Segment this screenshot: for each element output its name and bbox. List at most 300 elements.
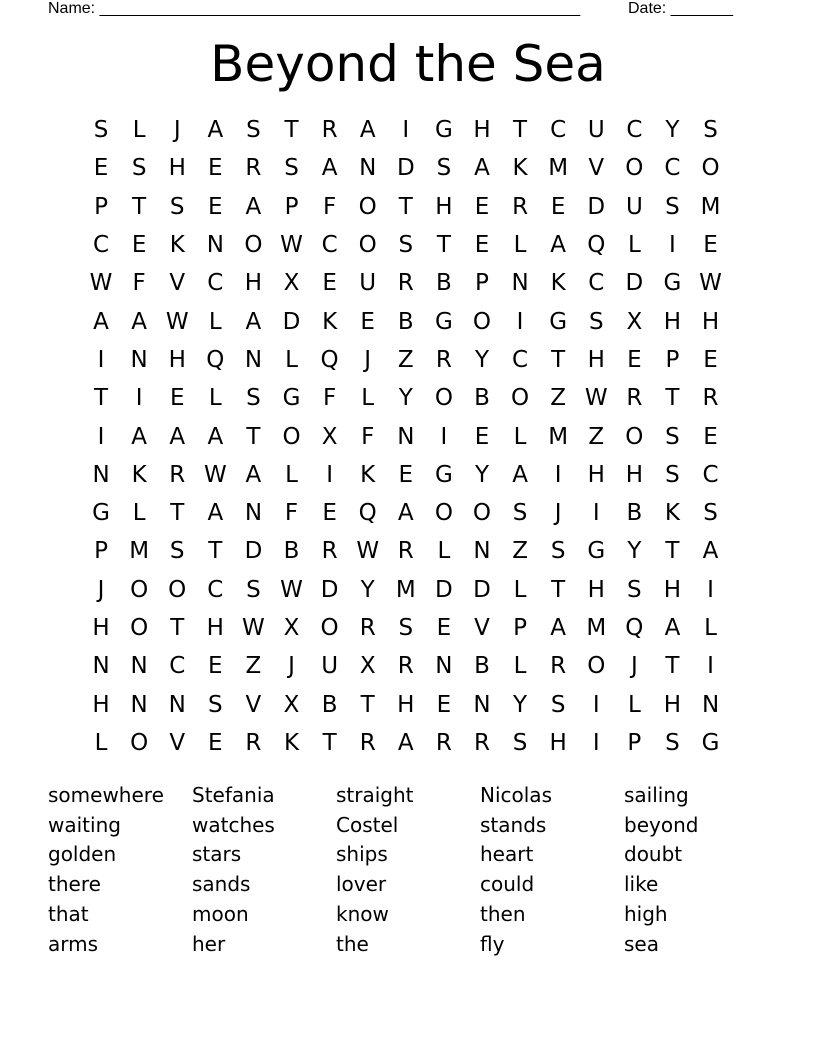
- grid-letter: A: [245, 308, 262, 335]
- grid-letter: K: [322, 308, 338, 335]
- grid-letter: N: [168, 691, 186, 718]
- grid-letter: L: [132, 500, 146, 527]
- grid-letter: Q: [320, 346, 339, 373]
- grid-letter: S: [665, 193, 680, 220]
- grid-letter: T: [436, 232, 451, 259]
- grid-letter: L: [285, 461, 298, 488]
- grid-row: [82, 379, 730, 417]
- grid-row: [82, 685, 730, 723]
- grid-letter: R: [397, 653, 414, 680]
- word-list-item: there: [48, 872, 101, 897]
- grid-letter: N: [435, 653, 453, 680]
- grid-letter: H: [701, 308, 720, 335]
- grid-row: [82, 341, 730, 379]
- grid-letter: O: [130, 615, 149, 641]
- grid-letter: H: [587, 576, 605, 603]
- grid-letter: N: [473, 538, 491, 565]
- grid-letter: E: [322, 270, 337, 297]
- grid-letter: M: [548, 423, 569, 450]
- grid-letter: P: [627, 729, 642, 756]
- grid-letter: O: [320, 615, 339, 641]
- grid-letter: C: [588, 270, 605, 297]
- grid-letter: W: [203, 461, 227, 488]
- grid-letter: B: [397, 308, 414, 335]
- grid-letter: I: [440, 423, 448, 450]
- grid-letter: W: [356, 538, 380, 565]
- word-list-item: could: [480, 872, 535, 897]
- grid-letter: R: [435, 346, 452, 373]
- word-list-item: that: [48, 902, 89, 927]
- grid-letter: C: [321, 232, 338, 259]
- grid-letter: R: [435, 729, 452, 756]
- grid-letter: Z: [397, 346, 414, 373]
- grid-letter: L: [361, 385, 375, 412]
- grid-letter: A: [131, 308, 147, 335]
- grid-letter: A: [550, 615, 567, 641]
- grid-letter: O: [472, 500, 492, 527]
- grid-letter: V: [169, 729, 186, 756]
- grid-letter: K: [550, 270, 566, 297]
- grid-letter: C: [702, 461, 719, 488]
- grid-letter: I: [402, 117, 410, 144]
- word-list-item: Nicolas: [480, 782, 552, 807]
- grid-letter: P: [94, 538, 108, 565]
- word-list-item: moon: [192, 902, 249, 927]
- grid-letter: S: [665, 729, 680, 756]
- word-list-item: heart: [480, 842, 534, 867]
- grid-letter: T: [398, 193, 413, 220]
- grid-letter: S: [550, 538, 566, 565]
- grid-row: [82, 647, 730, 685]
- grid-row: [82, 149, 730, 187]
- grid-letter: U: [321, 653, 339, 680]
- word-list-item: ships: [336, 842, 388, 867]
- grid-letter: G: [434, 461, 453, 488]
- grid-letter: M: [586, 615, 607, 641]
- grid-letter: S: [284, 155, 299, 182]
- grid-letter: G: [701, 729, 720, 756]
- grid-letter: S: [169, 538, 185, 565]
- grid-letter: B: [436, 270, 452, 297]
- grid-letter: H: [549, 729, 567, 756]
- word-list-item: stars: [192, 842, 242, 867]
- grid-letter: N: [130, 691, 148, 718]
- grid-letter: N: [359, 155, 377, 182]
- grid-letter: W: [165, 308, 189, 335]
- grid-letter: T: [170, 500, 185, 527]
- grid-letter: I: [516, 308, 524, 335]
- grid-letter: S: [665, 423, 680, 450]
- grid-letter: G: [663, 270, 682, 297]
- grid-letter: T: [94, 385, 109, 412]
- grid-letter: Q: [358, 500, 377, 527]
- grid-letter: Z: [550, 385, 567, 412]
- word-row: [48, 929, 768, 959]
- grid-letter: D: [320, 576, 339, 603]
- grid-letter: S: [588, 308, 604, 335]
- grid-letter: R: [626, 385, 643, 412]
- grid-letter: A: [512, 461, 528, 488]
- grid-letter: L: [285, 346, 298, 373]
- grid-letter: F: [361, 423, 375, 450]
- grid-letter: J: [554, 500, 562, 527]
- grid-letter: R: [512, 193, 529, 220]
- grid-letter: X: [321, 423, 338, 450]
- grid-letter: F: [322, 385, 337, 412]
- grid-letter: H: [625, 461, 643, 488]
- grid-letter: B: [626, 500, 643, 527]
- grid-letter: S: [246, 576, 261, 603]
- grid-letter: G: [282, 385, 301, 412]
- grid-letter: K: [360, 461, 376, 488]
- grid-letter: O: [701, 155, 720, 182]
- grid-letter: N: [130, 346, 148, 373]
- grid-letter: Y: [665, 117, 680, 144]
- word-row: [48, 780, 768, 810]
- grid-letter: R: [245, 155, 262, 182]
- word-list-item: waiting: [48, 812, 121, 837]
- grid-letter: M: [700, 193, 721, 220]
- grid-letter: E: [474, 193, 490, 220]
- grid-row: [82, 532, 730, 570]
- grid-letter: N: [92, 653, 110, 680]
- grid-letter: I: [669, 232, 676, 259]
- grid-letter: S: [208, 691, 223, 718]
- grid-letter: X: [283, 615, 300, 641]
- grid-letter: O: [282, 423, 301, 450]
- grid-letter: E: [208, 193, 223, 220]
- grid-letter: T: [551, 346, 566, 373]
- grid-letter: I: [592, 691, 600, 718]
- grid-letter: K: [169, 232, 185, 259]
- grid-letter: O: [168, 576, 187, 603]
- grid-letter: N: [701, 691, 720, 718]
- grid-letter: H: [663, 576, 682, 603]
- grid-letter: I: [97, 423, 105, 450]
- grid-letter: T: [513, 117, 528, 144]
- grid-letter: J: [173, 117, 181, 144]
- word-row: [48, 869, 768, 899]
- grid-letter: R: [359, 729, 376, 756]
- grid-letter: F: [284, 500, 299, 527]
- grid-letter: T: [284, 117, 299, 144]
- grid-letter: E: [474, 232, 490, 259]
- grid-letter: M: [129, 538, 150, 565]
- grid-letter: C: [207, 270, 224, 297]
- word-list-item: doubt: [624, 842, 683, 867]
- grid-letter: Y: [398, 385, 413, 412]
- grid-letter: K: [283, 729, 300, 756]
- grid-letter: W: [242, 615, 265, 641]
- word-list-item: know: [336, 902, 389, 927]
- grid-letter: E: [703, 423, 718, 450]
- grid-letter: S: [246, 385, 261, 412]
- word-row: [48, 899, 768, 929]
- grid-letter: T: [551, 576, 566, 603]
- grid-letter: L: [627, 232, 641, 259]
- grid-letter: S: [398, 615, 414, 641]
- grid-letter: G: [549, 308, 568, 335]
- grid-letter: N: [244, 500, 263, 527]
- grid-letter: N: [397, 423, 415, 450]
- grid-letter: L: [208, 385, 222, 412]
- grid-letter: P: [665, 346, 680, 373]
- grid-letter: R: [397, 538, 414, 565]
- grid-letter: I: [592, 729, 600, 756]
- grid-letter: Z: [588, 423, 605, 450]
- grid-letter: K: [664, 500, 680, 527]
- grid-letter: T: [665, 385, 680, 412]
- grid-letter: O: [434, 385, 453, 412]
- word-list-item: her: [192, 931, 226, 956]
- word-list-item: sailing: [624, 782, 689, 807]
- grid-letter: X: [359, 653, 376, 680]
- grid-letter: O: [511, 385, 530, 412]
- grid-letter: G: [434, 308, 453, 335]
- grid-letter: L: [208, 308, 222, 335]
- grid-letter: D: [396, 155, 415, 182]
- grid-row: [82, 724, 730, 762]
- grid-letter: O: [130, 576, 149, 603]
- grid-letter: L: [704, 615, 717, 641]
- grid-letter: I: [592, 500, 600, 527]
- grid-letter: N: [130, 653, 148, 680]
- grid-letter: A: [207, 117, 224, 144]
- grid-letter: Z: [512, 538, 528, 565]
- grid-letter: T: [665, 538, 680, 565]
- grid-letter: Z: [245, 653, 262, 680]
- grid-letter: L: [513, 232, 527, 259]
- grid-letter: L: [513, 653, 527, 680]
- word-list-item: sands: [192, 872, 251, 897]
- grid-letter: X: [283, 270, 300, 297]
- grid-letter: C: [93, 232, 110, 259]
- grid-letter: I: [135, 385, 143, 412]
- grid-letter: K: [512, 155, 528, 182]
- grid-letter: U: [625, 193, 643, 220]
- word-list-item: fly: [480, 931, 505, 956]
- grid-letter: N: [511, 270, 529, 297]
- grid-letter: O: [358, 232, 377, 259]
- grid-letter: A: [664, 615, 681, 641]
- grid-letter: S: [627, 576, 642, 603]
- grid-letter: A: [702, 538, 719, 565]
- grid-letter: T: [360, 691, 375, 718]
- grid-letter: W: [584, 385, 608, 412]
- grid-letter: O: [358, 193, 377, 220]
- grid-letter: L: [94, 729, 108, 756]
- grid-row: [82, 111, 730, 149]
- grid-letter: R: [169, 461, 186, 488]
- grid-letter: E: [208, 653, 223, 680]
- grid-letter: T: [132, 193, 147, 220]
- grid-letter: U: [587, 117, 605, 144]
- grid-letter: E: [398, 461, 414, 488]
- grid-letter: A: [207, 500, 224, 527]
- grid-letter: H: [206, 615, 224, 641]
- grid-letter: C: [664, 155, 681, 182]
- grid-letter: E: [93, 155, 109, 182]
- grid-letter: Q: [587, 232, 606, 259]
- grid-letter: E: [703, 232, 718, 259]
- grid-letter: R: [359, 615, 376, 641]
- grid-letter: D: [435, 576, 453, 603]
- grid-letter: F: [322, 193, 337, 220]
- grid-row: [82, 226, 730, 264]
- grid-letter: E: [436, 615, 452, 641]
- grid-letter: S: [398, 232, 414, 259]
- grid-letter: J: [630, 653, 638, 680]
- grid-letter: V: [245, 691, 262, 718]
- grid-letter: Q: [625, 615, 644, 641]
- grid-letter: T: [322, 729, 337, 756]
- grid-letter: I: [554, 461, 562, 488]
- grid-letter: A: [550, 232, 567, 259]
- grid-letter: N: [206, 232, 224, 259]
- grid-row: [82, 571, 730, 609]
- grid-letter: C: [207, 576, 224, 603]
- grid-row: [82, 456, 730, 494]
- grid-letter: A: [397, 729, 414, 756]
- grid-letter: V: [474, 615, 490, 641]
- grid-letter: O: [130, 729, 149, 756]
- grid-letter: V: [169, 270, 186, 297]
- grid-letter: R: [702, 385, 719, 412]
- word-list-item: stands: [480, 812, 547, 837]
- grid-row: [82, 264, 730, 302]
- grid-letter: A: [321, 155, 338, 182]
- grid-letter: P: [475, 270, 489, 297]
- grid-letter: D: [282, 308, 301, 335]
- grid-letter: H: [92, 615, 110, 641]
- grid-letter: A: [245, 193, 262, 220]
- grid-letter: N: [244, 346, 263, 373]
- grid-letter: A: [207, 423, 224, 450]
- word-list-item: beyond: [624, 812, 699, 837]
- grid-letter: S: [512, 500, 528, 527]
- grid-letter: T: [170, 615, 185, 641]
- grid-letter: I: [707, 653, 714, 680]
- page-title: Beyond the Sea: [210, 35, 606, 93]
- grid-letter: H: [244, 270, 263, 297]
- grid-letter: A: [131, 423, 147, 450]
- word-list-item: like: [624, 872, 659, 897]
- grid-letter: A: [93, 308, 109, 335]
- grid-letter: D: [473, 576, 491, 603]
- name-field: Name: ______________________________________________________: [48, 0, 581, 17]
- grid-letter: J: [97, 576, 105, 603]
- grid-letter: W: [280, 576, 303, 603]
- grid-letter: S: [131, 155, 147, 182]
- grid-letter: M: [395, 576, 416, 603]
- word-list-item: lover: [336, 872, 387, 897]
- grid-letter: H: [168, 155, 186, 182]
- grid-letter: G: [434, 117, 453, 144]
- grid-letter: T: [246, 423, 261, 450]
- grid-letter: V: [588, 155, 605, 182]
- grid-letter: O: [244, 232, 263, 259]
- grid-letter: D: [587, 193, 606, 220]
- grid-letter: J: [364, 346, 372, 373]
- grid-letter: S: [246, 117, 261, 144]
- word-list-item: then: [480, 902, 526, 927]
- grid-letter: Y: [360, 576, 375, 603]
- grid-letter: U: [359, 270, 377, 297]
- grid-letter: S: [550, 691, 566, 718]
- grid-letter: A: [169, 423, 186, 450]
- grid-letter: C: [626, 117, 643, 144]
- grid-letter: R: [550, 653, 567, 680]
- grid-letter: A: [474, 155, 490, 182]
- grid-letter: E: [131, 232, 147, 259]
- word-list-item: straight: [336, 782, 414, 807]
- grid-letter: L: [132, 117, 146, 144]
- grid-letter: R: [473, 729, 490, 756]
- grid-letter: R: [321, 538, 338, 565]
- word-list-item: watches: [192, 812, 275, 837]
- grid-row: [82, 302, 730, 340]
- grid-letter: A: [359, 117, 376, 144]
- grid-letter: E: [208, 729, 223, 756]
- grid-letter: Y: [474, 346, 490, 373]
- grid-letter: O: [625, 423, 644, 450]
- grid-letter: E: [436, 691, 452, 718]
- grid-letter: G: [587, 538, 606, 565]
- grid-letter: Y: [513, 691, 528, 718]
- word-row: [48, 810, 768, 840]
- grid-letter: E: [169, 385, 185, 412]
- grid-letter: D: [244, 538, 263, 565]
- grid-letter: H: [663, 308, 682, 335]
- grid-letter: X: [283, 691, 300, 718]
- word-list-item: Costel: [336, 812, 399, 837]
- grid-letter: Q: [206, 346, 225, 373]
- grid-letter: E: [474, 423, 490, 450]
- grid-letter: B: [474, 653, 490, 680]
- word-list-item: Stefania: [192, 782, 275, 807]
- grid-letter: H: [473, 117, 491, 144]
- grid-letter: G: [92, 500, 110, 527]
- grid-letter: T: [665, 653, 680, 680]
- grid-letter: H: [435, 193, 453, 220]
- grid-letter: E: [360, 308, 375, 335]
- grid-letter: I: [707, 576, 714, 603]
- grid-letter: H: [587, 346, 605, 373]
- grid-letter: S: [436, 155, 452, 182]
- grid-letter: L: [437, 538, 451, 565]
- grid-letter: S: [93, 117, 109, 144]
- grid-letter: B: [283, 538, 300, 565]
- grid-letter: J: [288, 653, 295, 680]
- grid-letter: O: [587, 653, 606, 680]
- grid-letter: O: [434, 500, 453, 527]
- grid-letter: C: [550, 117, 567, 144]
- grid-letter: F: [132, 270, 146, 297]
- grid-letter: L: [627, 691, 641, 718]
- grid-letter: S: [169, 193, 185, 220]
- grid-letter: I: [97, 346, 105, 373]
- grid-letter: W: [699, 270, 722, 297]
- grid-letter: X: [626, 308, 643, 335]
- grid-letter: Y: [474, 461, 490, 488]
- grid-letter: W: [89, 270, 113, 297]
- grid-letter: S: [512, 729, 528, 756]
- grid-row: [82, 494, 730, 532]
- grid-letter: H: [663, 691, 682, 718]
- letter-grid: [82, 111, 730, 762]
- grid-letter: I: [326, 461, 333, 488]
- grid-letter: T: [208, 538, 223, 565]
